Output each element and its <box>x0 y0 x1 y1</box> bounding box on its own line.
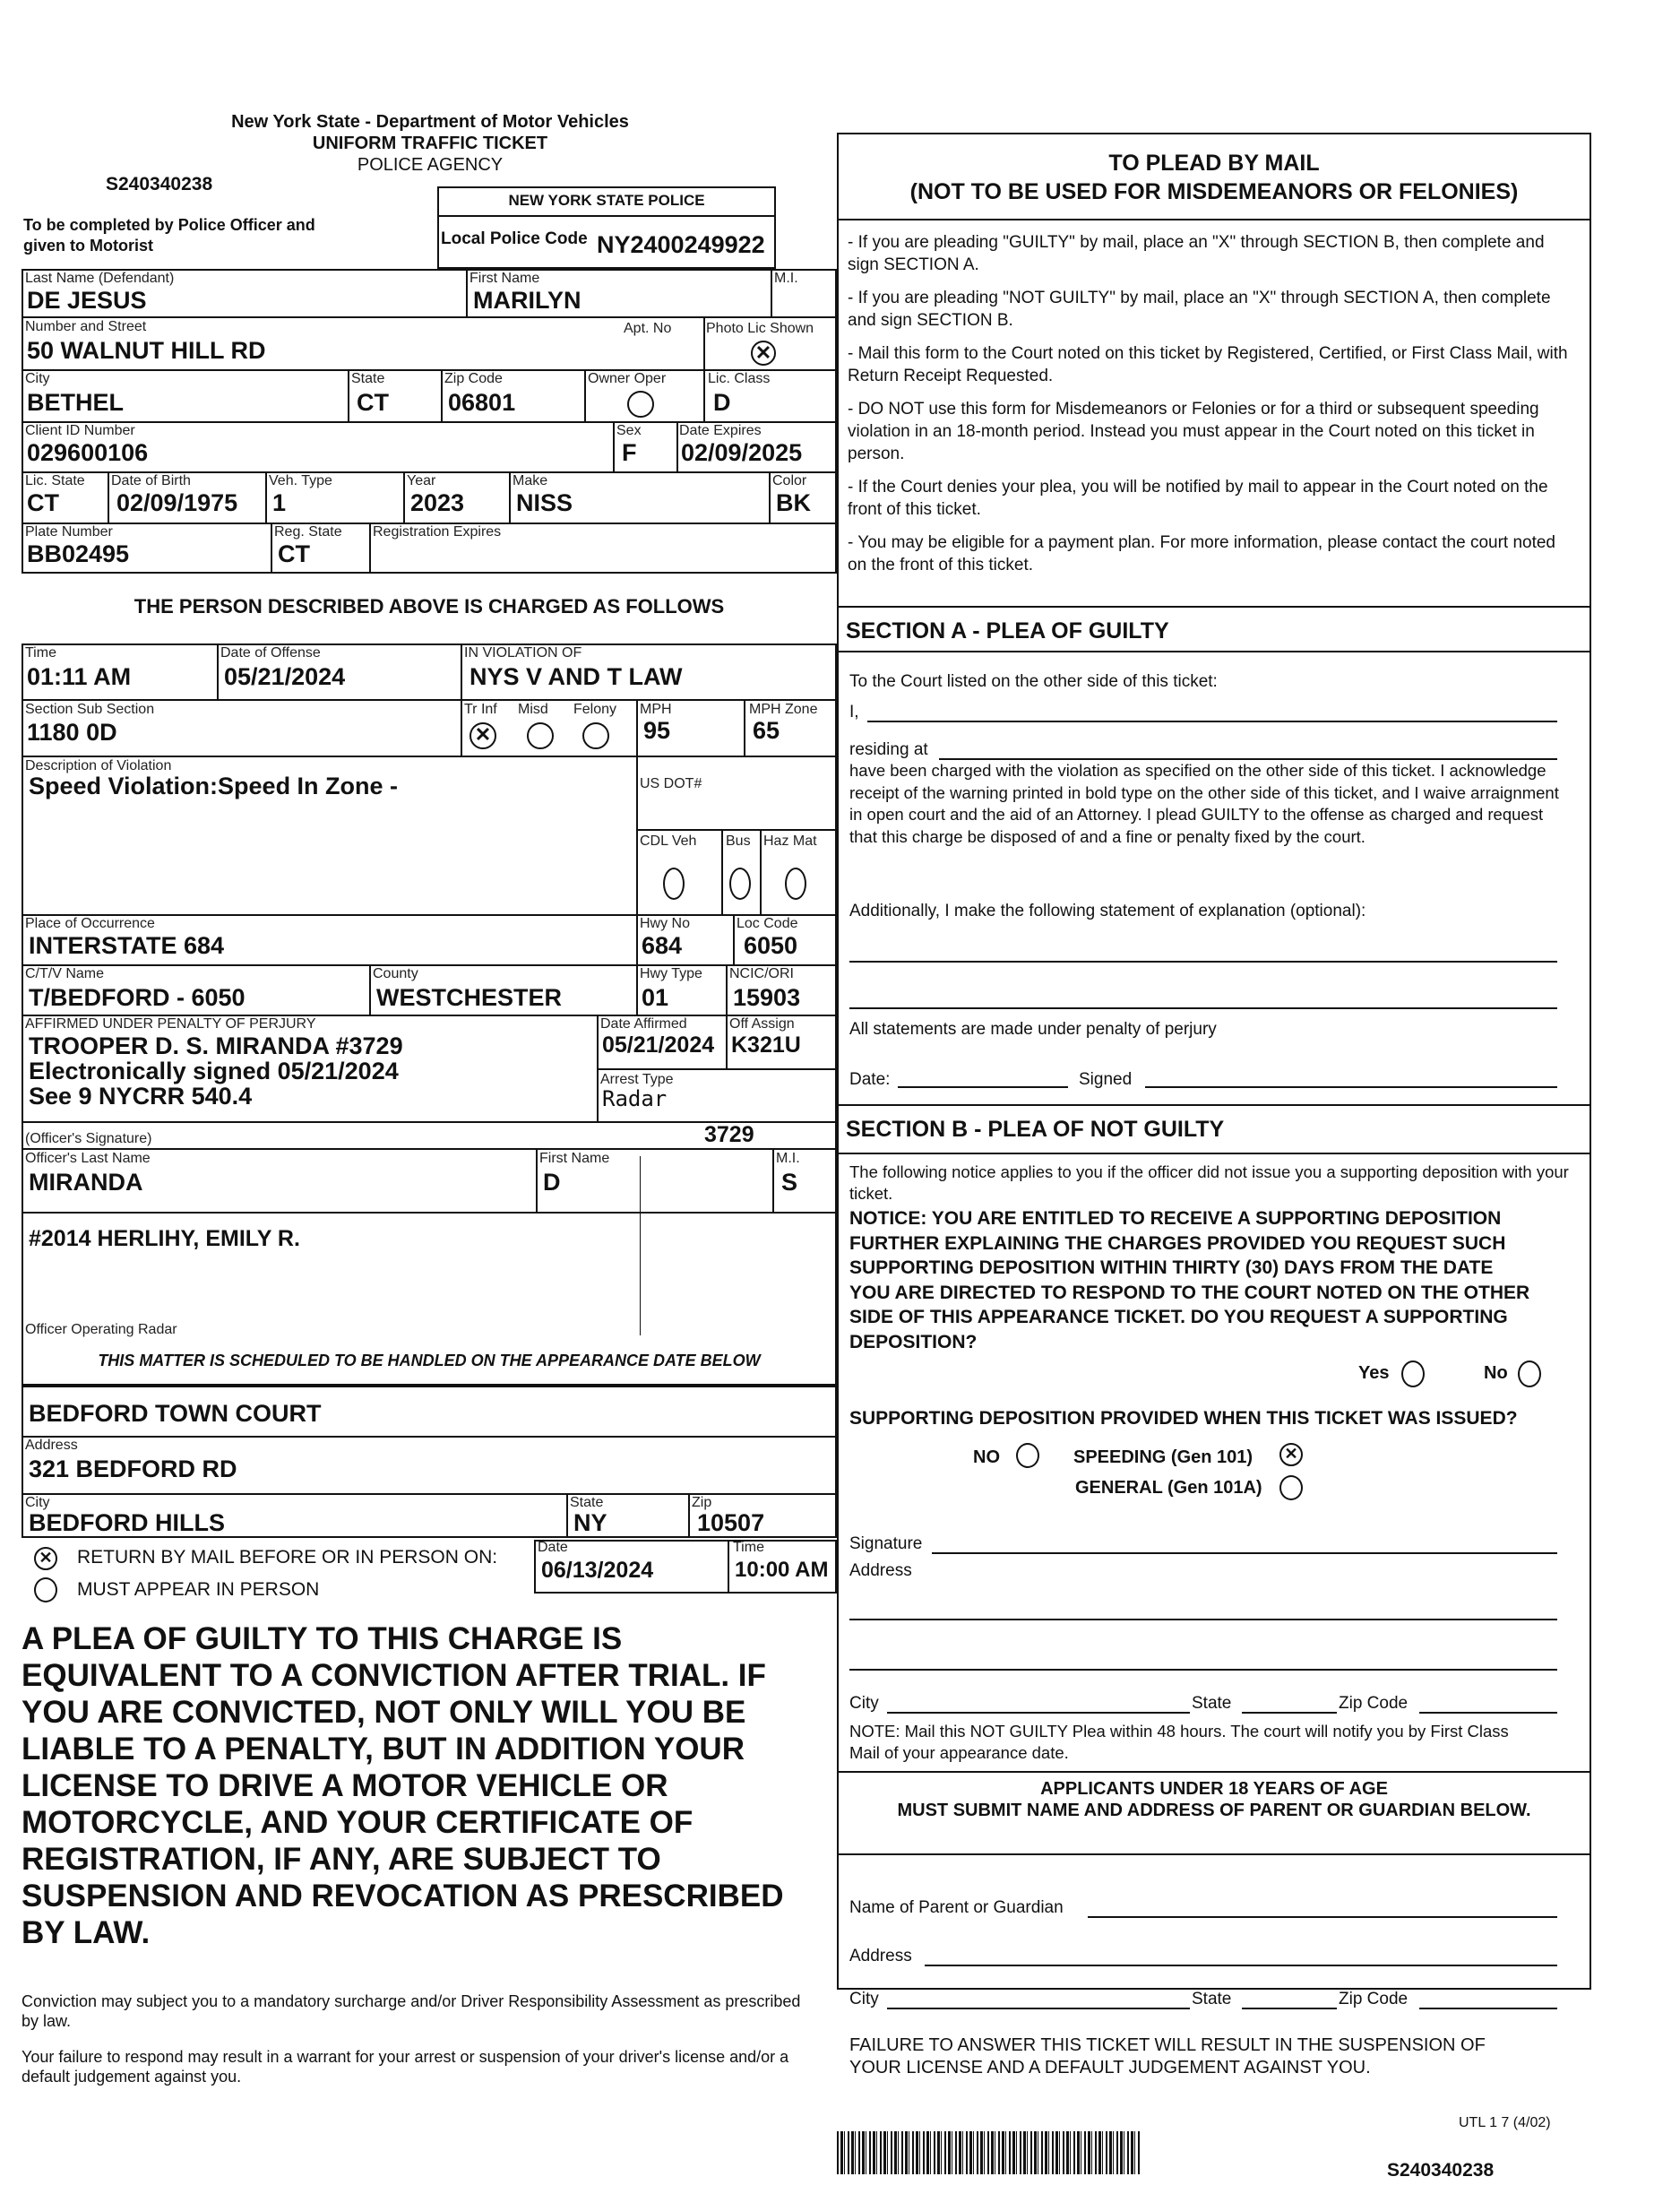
surcharge-note: Conviction may subject you to a mandatory surcharge and/or Driver Responsibility Assessment as prescribed by law. <box>22 1992 801 2030</box>
plea-title-2: (NOT TO BE USED FOR MISDEMEANORS OR FELONIES) <box>909 179 1519 204</box>
date-affirmed: 05/21/2024 <box>602 1032 715 1058</box>
hazmat-circle[interactable] <box>785 868 806 900</box>
instruction-2: - If you are pleading "NOT GUILTY" by mail, place an "X" through SECTION A, then complete and sign SECTION B. <box>848 289 1551 330</box>
signature-line[interactable] <box>932 1552 1557 1554</box>
under-18-line-1: APPLICANTS UNDER 18 YEARS OF AGE <box>1040 1779 1388 1799</box>
first-name-label: First Name <box>470 271 540 286</box>
section-a-title: SECTION A - PLEA OF GUILTY <box>846 618 1169 644</box>
general-label: GENERAL (Gen 101A) <box>1075 1478 1262 1498</box>
misdemeanor-circle[interactable] <box>527 722 554 749</box>
mph-label: MPH <box>640 702 672 717</box>
violation-law: NYS V AND T LAW <box>470 663 683 690</box>
expires-label: Date Expires <box>679 423 762 438</box>
zip: 06801 <box>448 389 516 416</box>
officer-mi-label: M.I. <box>776 1151 800 1166</box>
agency-line-1: New York State - Department of Motor Vehicles <box>231 112 629 132</box>
officer-mi: S <box>781 1169 798 1196</box>
parent-name-label: Name of Parent or Guardian <box>849 1898 1064 1917</box>
ctv-name: T/BEDFORD - 6050 <box>29 984 246 1011</box>
offense-date: 05/21/2024 <box>224 663 346 690</box>
mph: 95 <box>643 717 671 744</box>
street-label: Number and Street <box>25 319 147 334</box>
state-label-b: State <box>1192 1694 1232 1713</box>
notice-applies: The following notice applies to you if the officer did not issue you a supporting deposition with your ticket. <box>849 1162 1569 1203</box>
place-of-occurrence: INTERSTATE 684 <box>29 932 225 959</box>
affirmed-line-1: TROOPER D. S. MIRANDA #3729 <box>29 1032 403 1059</box>
address-label: Address <box>849 1561 912 1580</box>
lic-state-label: Lic. State <box>25 473 85 488</box>
section-a-signed-label: Signed <box>1079 1070 1133 1089</box>
plea-i-label: I, <box>849 703 859 721</box>
lic-class: D <box>713 389 731 416</box>
violation-label: IN VIOLATION OF <box>464 645 582 661</box>
affirmed-label: AFFIRMED UNDER PENALTY OF PERJURY <box>25 1016 316 1032</box>
scheduled-note: THIS MATTER IS SCHEDULED TO BE HANDLED ON THE APPEARANCE DATE BELOW <box>98 1352 761 1369</box>
parent-zip-line[interactable] <box>1419 2008 1557 2009</box>
hwy-no-label: Hwy No <box>640 916 691 931</box>
dob: 02/09/1975 <box>116 489 238 516</box>
additionally-text: Additionally, I make the following statement of explanation (optional): <box>849 902 1366 920</box>
conviction-warning: A PLEA OF GUILTY TO THIS CHARGE IS EQUIVALENT TO A CONVICTION AFTER TRIAL. IF YOU ARE CONVICTED, NOT ONLY WILL YOU BE LIABLE TO A PENALTY, BUT IN ADDITION YOUR LICENSE TO DRIVE A MOTOR VEHICLE OR MOTORCYCLE, AND YOUR CERTIFICATE OF REGISTRATION, IF ANY, ARE SUBJECT TO SUSPENSION AND REVOCATION AS PRESCRIBED BY LAW. <box>22 1621 784 1950</box>
no-circle[interactable] <box>1518 1360 1541 1387</box>
instruction-4: - DO NOT use this form for Misdemeanors or Felonies or for a third or subsequent speeding violation in an 18-month period. Instead you must appear in the Court noted on this ticket in person. <box>848 400 1539 463</box>
not-guilty-note: NOTE: Mail this NOT GUILTY Plea within 48 hours. The court will notify you by First Class Mail of your appearance date. <box>849 1722 1509 1762</box>
city: BETHEL <box>27 389 124 416</box>
mi-label: M.I. <box>774 271 798 286</box>
barcode-number: S240340238 <box>1387 2160 1495 2181</box>
county-label: County <box>373 966 418 981</box>
address-line-2[interactable] <box>849 1669 1557 1671</box>
cdl-label: CDL Veh <box>640 834 697 849</box>
reg-expires-label: Registration Expires <box>373 524 502 540</box>
failure-to-answer: FAILURE TO ANSWER THIS TICKET WILL RESULT IN THE SUSPENSION OF YOUR LICENSE AND A DEFAULT JUDGEMENT AGAINST YOU. <box>849 2035 1486 2077</box>
court-city-label: City <box>25 1495 50 1510</box>
must-appear-label: MUST APPEAR IN PERSON <box>77 1579 320 1600</box>
lic-class-label: Lic. Class <box>708 371 771 386</box>
year-label: Year <box>407 473 436 488</box>
usdot-label: US DOT# <box>640 776 702 791</box>
guilty-statement: have been charged with the violation as specified on the other side of this ticket. I acknowledge receipt of the warning printed in bold type on the other side of this ticket, and I waive arraignment in open court and the aid of an Attorney. I plead GUILTY to the offense as charged and request that this charge be disposed of and a fine or penalty fixed by the court. <box>849 761 1559 846</box>
place-label: Place of Occurrence <box>25 916 155 931</box>
parent-address-label: Address <box>849 1947 912 1965</box>
residing-label: residing at <box>849 740 928 759</box>
return-by-mail-checked[interactable]: ✕ <box>34 1547 57 1570</box>
court-state-label: State <box>570 1495 604 1510</box>
loc-code: 6050 <box>744 932 798 959</box>
cdl-circle[interactable] <box>663 868 685 900</box>
last-name: DE JESUS <box>27 287 147 314</box>
court-name: BEDFORD TOWN COURT <box>29 1400 322 1427</box>
plea-title-1: TO PLEAD BY MAIL <box>1108 151 1320 176</box>
instruction-1: - If you are pleading "GUILTY" by mail, place an "X" through SECTION B, then complete and sign SECTION A. <box>848 233 1545 274</box>
ncic-label: NCIC/ORI <box>729 966 794 981</box>
sex-label: Sex <box>616 423 642 438</box>
section-a-date-label: Date: <box>849 1070 891 1089</box>
reg-state: CT <box>278 540 310 567</box>
owner-oper-label: Owner Oper <box>588 371 667 386</box>
form-code: UTL 1 7 (4/02) <box>1459 2115 1551 2130</box>
arrest-type: Radar <box>602 1086 668 1111</box>
court-address: 321 BEDFORD RD <box>29 1455 237 1482</box>
first-name: MARILYN <box>473 287 582 314</box>
shield-number: 3729 <box>704 1122 754 1147</box>
agency-line-2: UNIFORM TRAFFIC TICKET <box>312 134 548 153</box>
officer-last-name: MIRANDA <box>29 1169 143 1196</box>
agency-header <box>215 111 645 176</box>
speeding-label: SPEEDING (Gen 101) <box>1073 1447 1254 1467</box>
perjury-text: All statements are made under penalty of perjury <box>849 1020 1217 1039</box>
yes-circle[interactable] <box>1401 1360 1425 1387</box>
county: WESTCHESTER <box>376 984 563 1011</box>
trinf-label: Tr Inf <box>464 702 497 717</box>
to-court-text: To the Court listed on the other side of this ticket: <box>849 672 1218 691</box>
state-line-b[interactable] <box>1242 1712 1337 1714</box>
barcode <box>837 2131 1142 2174</box>
color-label: Color <box>772 473 807 488</box>
general-circle[interactable] <box>1279 1475 1303 1500</box>
bus-label: Bus <box>726 834 751 849</box>
local-police-code: NY2400249922 <box>597 231 765 258</box>
court-city: BEDFORD HILLS <box>29 1509 225 1536</box>
court-address-label: Address <box>25 1438 78 1453</box>
client-id-label: Client ID Number <box>25 423 135 438</box>
city-label: City <box>25 371 50 386</box>
dob-label: Date of Birth <box>111 473 191 488</box>
under-18-line-2: MUST SUBMIT NAME AND ADDRESS OF PARENT OR GUARDIAN BELOW. <box>897 1801 1531 1820</box>
time-label: Time <box>25 645 56 661</box>
city-line-b[interactable] <box>887 1712 1190 1714</box>
instruction-6: - You may be eligible for a payment plan. For more information, please contact the court noted on the front of this ticket. <box>848 533 1556 574</box>
hwy-type-label: Hwy Type <box>640 966 702 981</box>
appearance-date: 06/13/2024 <box>541 1558 654 1583</box>
zip-label-b: Zip Code <box>1339 1694 1409 1713</box>
failure-to-respond-note: Your failure to respond may result in a warrant for your arrest or suspension of your driver's license and/or a default judgement against you. <box>22 2048 789 2086</box>
arrest-type-label: Arrest Type <box>600 1072 674 1087</box>
local-code-label: Local Police Code <box>441 229 588 248</box>
ncic: 15903 <box>733 984 801 1011</box>
felony-circle[interactable] <box>582 722 609 749</box>
appearance-time-label: Time <box>733 1540 764 1555</box>
affirmed-line-3: See 9 NYCRR 540.4 <box>29 1083 253 1110</box>
mph-zone: 65 <box>753 717 780 744</box>
offense-date-label: Date of Offense <box>220 645 321 661</box>
section-a-date-line[interactable] <box>898 1086 1068 1088</box>
make: NISS <box>516 489 573 516</box>
deposition-provided-title: SUPPORTING DEPOSITION PROVIDED WHEN THIS TICKET WAS ISSUED? <box>849 1408 1518 1429</box>
must-appear-circle[interactable] <box>34 1577 57 1602</box>
plea-name-line[interactable] <box>867 721 1557 722</box>
appearance-time: 10:00 AM <box>735 1558 829 1582</box>
notice-bold: NOTICE: YOU ARE ENTITLED TO RECEIVE A SUPPORTING DEPOSITION FURTHER EXPLAINING THE CHARGES PROVIDED YOU REQUEST SUCH SUPPORTING DEPOSITION WITHIN THIRTY (30) DAYS FROM THE DATE YOU ARE DIRECTED TO RESPOND TO THE COURT NOTED ON THE OTHER SIDE OF THIS APPEARANCE TICKET. DO YOU REQUEST A SUPPORTING DEPOSITION? <box>849 1208 1530 1352</box>
explanation-line-1[interactable] <box>849 961 1557 963</box>
officer-signature-label: (Officer's Signature) <box>25 1131 152 1146</box>
section-a-signature-line[interactable] <box>1145 1086 1557 1088</box>
agency-line-3: POLICE AGENCY <box>357 155 504 175</box>
date-affirmed-label: Date Affirmed <box>600 1016 687 1032</box>
reg-state-label: Reg. State <box>274 524 342 540</box>
city-label-b: City <box>849 1694 879 1713</box>
parent-state-label: State <box>1192 1990 1232 2008</box>
no-label: No <box>1484 1363 1508 1383</box>
last-name-label: Last Name (Defendant) <box>25 271 175 286</box>
zip-line-b[interactable] <box>1419 1712 1557 1714</box>
deposition-no-circle[interactable] <box>1016 1443 1039 1468</box>
section-b-title: SECTION B - PLEA OF NOT GUILTY <box>846 1117 1225 1142</box>
radar-officer: #2014 HERLIHY, EMILY R. <box>29 1226 300 1251</box>
court-zip-label: Zip <box>692 1495 712 1510</box>
return-by-mail-label: RETURN BY MAIL BEFORE OR IN PERSON ON: <box>77 1547 498 1568</box>
officer-first-name: D <box>543 1169 561 1196</box>
parent-zip-label: Zip Code <box>1339 1990 1409 2008</box>
ticket-number: S240340238 <box>106 174 213 194</box>
violation-description: Speed Violation:Speed In Zone - <box>29 773 399 799</box>
color: BK <box>776 489 811 516</box>
address-line-1[interactable] <box>849 1619 1557 1620</box>
off-assign-label: Off Assign <box>729 1016 795 1032</box>
hwy-no: 684 <box>642 932 683 959</box>
photo-lic-checked[interactable]: ✕ <box>751 341 776 366</box>
parent-city-line[interactable] <box>887 2008 1190 2009</box>
loc-code-label: Loc Code <box>737 916 798 931</box>
off-assign: K321U <box>731 1032 801 1058</box>
court-state: NY <box>573 1509 607 1536</box>
plea-instructions <box>848 231 1573 576</box>
officer-last-label: Officer's Last Name <box>25 1151 151 1166</box>
veh-type: 1 <box>272 489 287 516</box>
hazmat-label: Haz Mat <box>763 834 817 849</box>
officer-instruction: To be completed by Police Officer and given to Motorist <box>23 216 315 255</box>
ctv-label: C/T/V Name <box>25 966 105 981</box>
appearance-date-label: Date <box>538 1540 568 1555</box>
parent-address-line[interactable] <box>925 1965 1557 1966</box>
mph-zone-label: MPH Zone <box>749 702 818 717</box>
explanation-line-2[interactable] <box>849 1007 1557 1009</box>
section: 1180 0D <box>27 719 117 746</box>
speeding-checked[interactable]: ✕ <box>1279 1443 1303 1466</box>
zip-label: Zip Code <box>444 371 503 386</box>
sex: F <box>622 439 637 466</box>
section-label: Section Sub Section <box>25 702 155 717</box>
year: 2023 <box>410 489 465 516</box>
lic-state: CT <box>27 489 59 516</box>
felony-label: Felony <box>573 702 617 717</box>
state-label: State <box>351 371 385 386</box>
owner-oper-circle[interactable] <box>627 391 654 418</box>
instruction-3: - Mail this form to the Court noted on this ticket by Registered, Certified, or First Class Mail, with Return Receipt Requested. <box>848 344 1568 385</box>
affirmed-line-2: Electronically signed 05/21/2024 <box>29 1058 399 1084</box>
make-label: Make <box>513 473 548 488</box>
bus-circle[interactable] <box>729 868 751 900</box>
parent-name-line[interactable] <box>1088 1916 1557 1918</box>
plate: BB02495 <box>27 540 130 567</box>
expires: 02/09/2025 <box>681 439 803 466</box>
photo-lic-label: Photo Lic Shown <box>706 321 814 336</box>
state: CT <box>357 389 389 416</box>
charge-heading: THE PERSON DESCRIBED ABOVE IS CHARGED AS FOLLOWS <box>134 595 725 618</box>
police-agency: NEW YORK STATE POLICE <box>508 192 705 209</box>
officer-first-label: First Name <box>539 1151 610 1166</box>
court-zip: 10507 <box>697 1509 765 1536</box>
veh-type-label: Veh. Type <box>269 473 332 488</box>
description-label: Description of Violation <box>25 758 172 773</box>
street: 50 WALNUT HILL RD <box>27 337 266 364</box>
parent-city-label: City <box>849 1990 879 2008</box>
client-id: 029600106 <box>27 439 149 466</box>
plate-label: Plate Number <box>25 524 113 540</box>
misd-label: Misd <box>518 702 548 717</box>
parent-state-line[interactable] <box>1242 2008 1337 2009</box>
yes-label: Yes <box>1358 1363 1390 1383</box>
offense-time: 01:11 AM <box>27 663 132 690</box>
traffic-infraction-checked[interactable]: ✕ <box>470 722 496 749</box>
radar-officer-label: Officer Operating Radar <box>25 1322 177 1337</box>
signature-label: Signature <box>849 1534 923 1553</box>
apt-label: Apt. No <box>624 321 672 336</box>
instruction-5: - If the Court denies your plea, you will be notified by mail to appear in the Court noted on the front of this ticket. <box>848 478 1548 519</box>
deposition-no-label: NO <box>973 1447 1000 1467</box>
hwy-type: 01 <box>642 984 669 1011</box>
